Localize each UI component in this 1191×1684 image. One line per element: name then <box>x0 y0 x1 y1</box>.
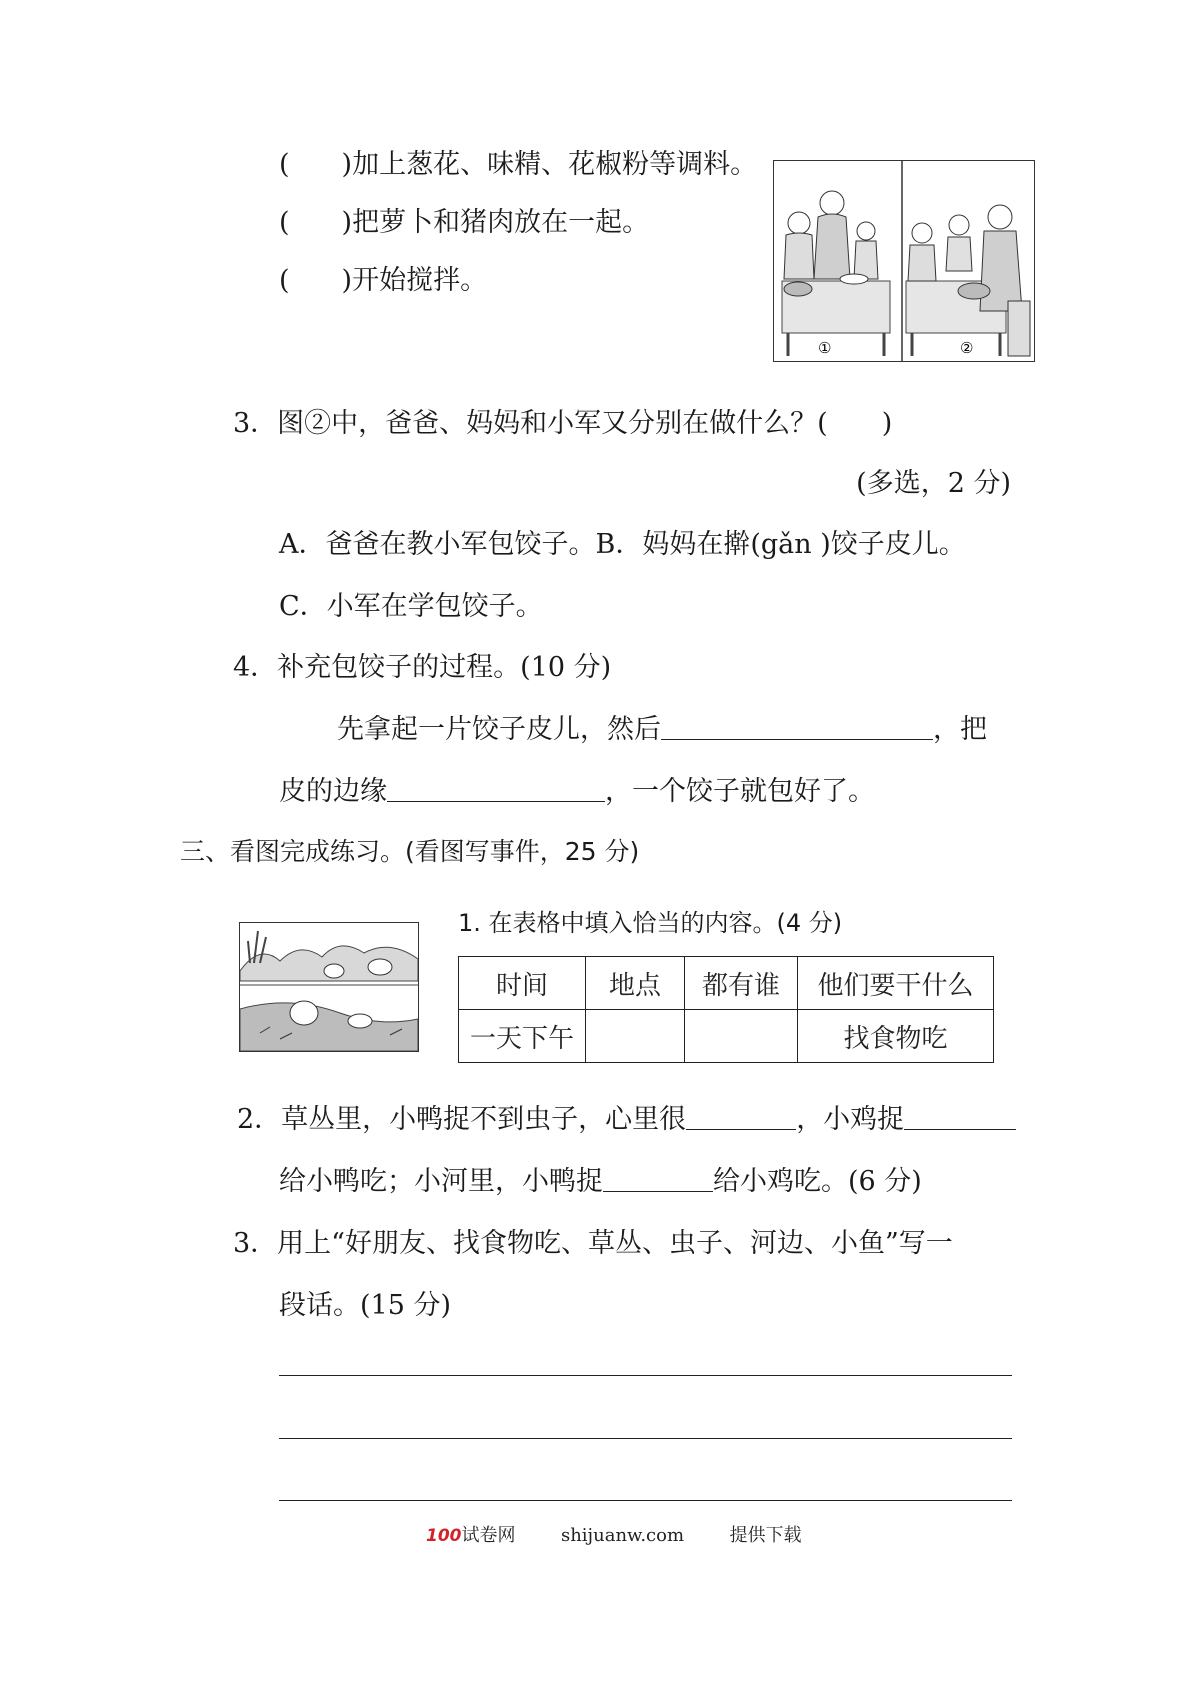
writing-line[interactable] <box>279 1438 1012 1439</box>
table-header-cell: 他们要干什么 <box>798 957 994 1010</box>
answer-blank[interactable] <box>661 713 933 740</box>
q4-line-2: 皮的边缘 ，一个饺子就包好了。 <box>279 776 875 807</box>
event-table <box>458 956 994 1063</box>
footer-note: 提供下载 <box>729 1525 802 1546</box>
table-cell: 一天下午 <box>459 1010 586 1063</box>
family-dumpling-illustration <box>773 160 1035 362</box>
footer-brand: 试卷网 <box>461 1525 516 1546</box>
table-cell-blank[interactable] <box>586 1010 685 1063</box>
answer-blank[interactable] <box>387 775 605 802</box>
answer-blank[interactable] <box>686 1103 796 1130</box>
section-3-title: 三、看图完成练习。(看图写事件，25 分) <box>180 837 640 866</box>
q3-options-ab <box>279 527 966 563</box>
table-row <box>459 1010 994 1063</box>
section-3-q2-line-1: 2．草丛里，小鸭捉不到虫子，心里很 ，小鸡捉 <box>237 1102 1016 1138</box>
answer-blank[interactable] <box>603 1165 713 1192</box>
answer-blank[interactable] <box>904 1103 1016 1130</box>
writing-line[interactable] <box>279 1375 1012 1376</box>
section-3-q3-line-2: 段话。(15 分) <box>279 1290 452 1321</box>
order-item-text: 把萝卜和猪肉放在一起。 <box>352 207 650 238</box>
order-item-3: ( )开始搅拌。 <box>279 265 488 296</box>
q3-score: (多选，2 分) <box>856 468 1011 499</box>
pond-scene-drawing <box>240 923 418 1051</box>
site-logo: 100 <box>426 1526 462 1546</box>
table-header-row <box>459 957 994 1010</box>
panel-2-label: ② <box>960 339 974 357</box>
q3-stem: 3．图②中，爸爸、妈妈和小军又分别在做什么？( ) <box>233 408 893 439</box>
q4-line-1: 先拿起一片饺子皮儿，然后 ，把 <box>337 714 987 745</box>
section-3-q2-line-2: 给小鸭吃；小河里，小鸭捉 给小鸡吃。(6 分) <box>279 1166 922 1197</box>
footer <box>426 1521 802 1547</box>
order-item-text: 加上葱花、味精、花椒粉等调料。 <box>352 149 758 180</box>
order-item-text: 开始搅拌。 <box>352 265 488 296</box>
q4-stem: 4．补充包饺子的过程。(10 分) <box>233 652 612 683</box>
option-c: C．小军在学包饺子。 <box>279 591 543 622</box>
footer-site[interactable]: shijuanw.com <box>560 1525 685 1546</box>
table-cell-blank[interactable] <box>685 1010 798 1063</box>
section-3-q3-line-1: 3．用上“好朋友、找食物吃、草丛、虫子、河边、小鱼”写一 <box>233 1228 953 1259</box>
ducks-chicks-illustration <box>239 922 419 1052</box>
table-header-cell: 都有谁 <box>685 957 798 1010</box>
family-scene-drawing <box>774 161 1034 361</box>
table-header-cell: 地点 <box>586 957 685 1010</box>
option-a: A．爸爸在教小军包饺子。 <box>279 529 596 560</box>
writing-line[interactable] <box>279 1500 1012 1501</box>
order-item-2: ( )把萝卜和猪肉放在一起。 <box>279 207 650 238</box>
section-3-q1-stem: 1. 在表格中填入恰当的内容。(4 分) <box>458 909 843 937</box>
panel-1-label: ① <box>818 339 832 357</box>
table-cell: 找食物吃 <box>798 1010 994 1063</box>
table-header-cell: 时间 <box>459 957 586 1010</box>
option-b: B．妈妈在擀(gǎn )饺子皮儿。 <box>595 529 966 560</box>
order-item-1: ( )加上葱花、味精、花椒粉等调料。 <box>279 149 758 180</box>
